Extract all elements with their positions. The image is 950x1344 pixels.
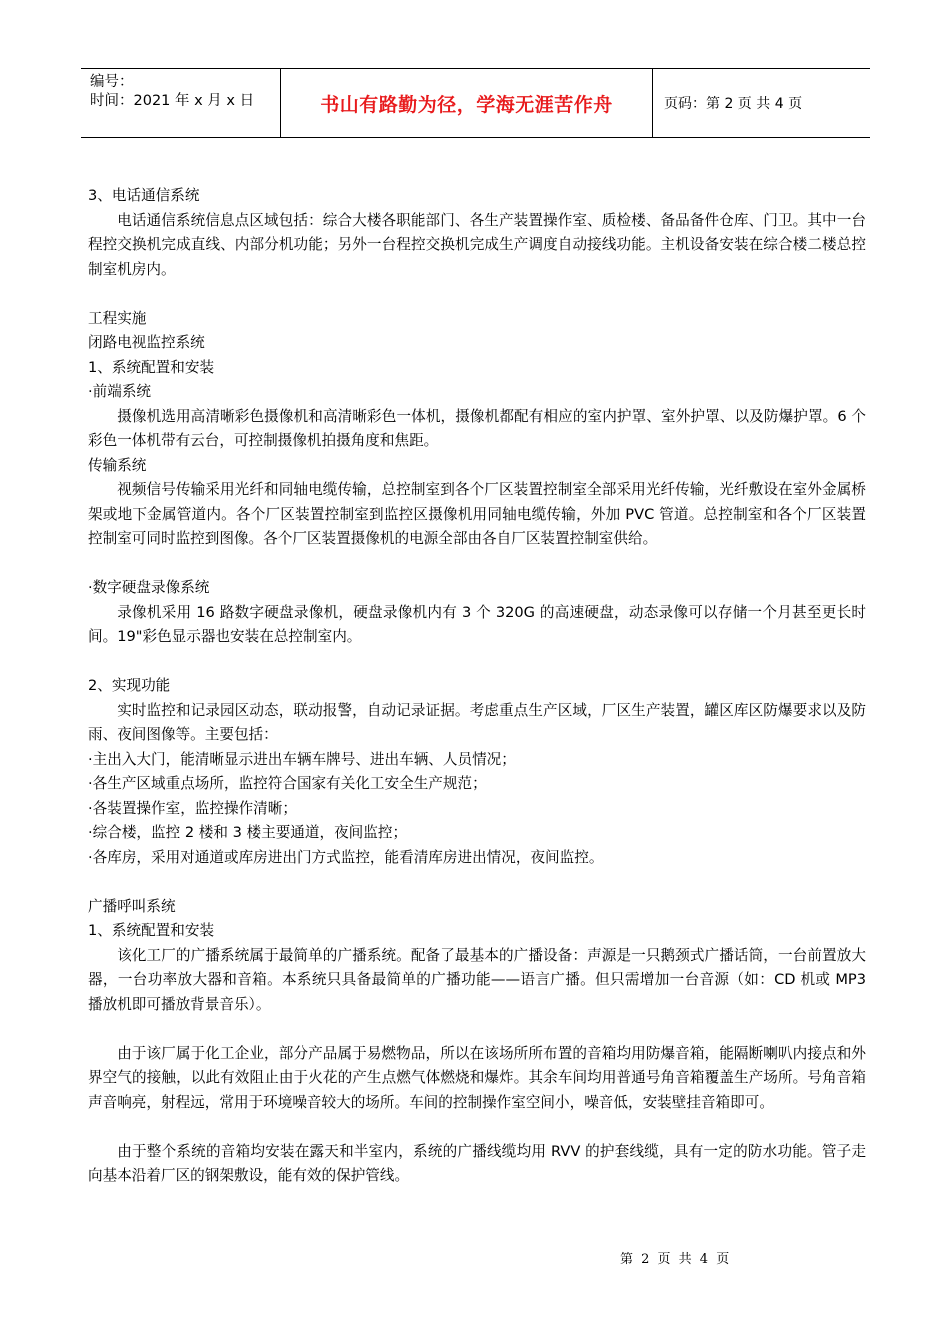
paragraph-gap [88,650,866,675]
paragraph: ·主出入大门，能清晰显示进出车辆车牌号、进出车辆、人员情况； [88,750,516,768]
paragraph: 2、实现功能 [88,677,171,694]
paragraph: 工程实施 [88,309,147,327]
paragraph-gap [88,870,866,895]
paragraph-gap [88,282,866,307]
paragraph-gap [88,1115,866,1140]
paragraph-gap [88,552,866,577]
paragraph: 1、系统配置和安装 [88,922,215,939]
paragraph: 由于该厂属于化工企业，部分产品属于易燃物品，所以在该场所所布置的音箱均用防爆音箱，能隔断喇叭内接点和外界空气的接触，以此有效阻止由于火花的产生点燃气体燃烧和爆炸。其余车间均用普通号角音箱覆盖生产场所。号角音箱声音响亮，射程远，常用于环境噪音较大的场所。车间的控制操作室空间小，噪音低，安装壁挂音箱即可。 [88,1044,866,1111]
header-number: 编号： [90,74,134,90]
page-header [81,68,870,138]
paragraph: 实时监控和记录园区动态，联动报警，自动记录证据。考虑重点生产区域，厂区生产装置，罐区库区防爆要求以及防雨、夜间图像等。主要包括： [88,701,866,743]
header-time: 时间：2021 年 x 月 x 日 [90,93,255,109]
paragraph: 3、电话通信系统 [88,187,200,204]
paragraph: 该化工厂的广播系统属于最简单的广播系统。配备了最基本的广播设备：声源是一只鹅颈式广播话筒，一台前置放大器，一台功率放大器和音箱。本系统只具备最简单的广播功能——语言广播。但只需增加一台音源（如：CD 机或 MP3 播放机即可播放背景音乐）。 [88,946,866,1013]
paragraph-gap [88,1017,866,1042]
paragraph: ·数字硬盘录像系统 [88,579,210,596]
paragraph: 电话通信系统信息点区域包括：综合大楼各职能部门、各生产装置操作室、质检楼、备品备件仓库、门卫。其中一台程控交换机完成直线、内部分机功能；另外一台程控交换机完成生产调度自动接线功能。主机设备安装在综合楼二楼总控制室机房内。 [88,211,866,278]
header-motto: 书山有路勤为径，学海无涯苦作舟 [320,93,613,116]
paragraph: ·各库房，采用对通道或库房进出门方式监控，能看清库房进出情况，夜间监控。 [88,848,604,866]
paragraph: 广播呼叫系统 [88,897,176,915]
header-page-cell [653,69,870,137]
paragraph: ·各生产区域重点场所，监控符合国家有关化工安全生产规范； [88,775,487,792]
paragraph: 传输系统 [88,456,147,474]
paragraph: 闭路电视监控系统 [88,334,205,351]
paragraph: ·前端系统 [88,383,152,400]
paragraph: 录像机采用 16 路数字硬盘录像机，硬盘录像机内有 3 个 320G 的高速硬盘，动态录像可以存储一个月甚至更长时间。19"彩色显示器也安装在总控制室内。 [88,603,866,645]
paragraph: 1、系统配置和安装 [88,358,215,376]
header-page-number: 页码：第 2 页 共 4 页 [664,96,803,112]
header-motto-cell [280,69,653,137]
paragraph: 由于整个系统的音箱均安装在露天和半室内，系统的广播线缆均用 RVV 的护套线缆，具有一定的防水功能。管子走向基本沿着厂区的钢架敷设，能有效的保护管线。 [88,1142,866,1184]
page-footer: 第 2 页 共 4 页 [620,1252,732,1267]
document-body [88,184,866,1189]
paragraph: 摄像机选用高清晰彩色摄像机和高清晰彩色一体机，摄像机都配有相应的室内护罩、室外护罩、以及防爆护罩。6 个彩色一体机带有云台，可控制摄像机拍摄角度和焦距。 [88,407,866,449]
header-meta [81,69,280,137]
paragraph: ·各装置操作室，监控操作清晰； [88,799,297,817]
paragraph: 视频信号传输采用光纤和同轴电缆传输，总控制室到各个厂区装置控制室全部采用光纤传输，光纤敷设在室外金属桥架或地下金属管道内。各个厂区装置控制室到监控区摄像机用同轴电缆传输，外加 PVC 管道。总控制室和各个厂区装置控制室可同时监控到图像。各个厂区装置摄像机的电源全部由各自厂区装置控制室供给。 [88,481,866,547]
paragraph: ·综合楼，监控 2 楼和 3 楼主要通道，夜间监控； [88,824,408,841]
